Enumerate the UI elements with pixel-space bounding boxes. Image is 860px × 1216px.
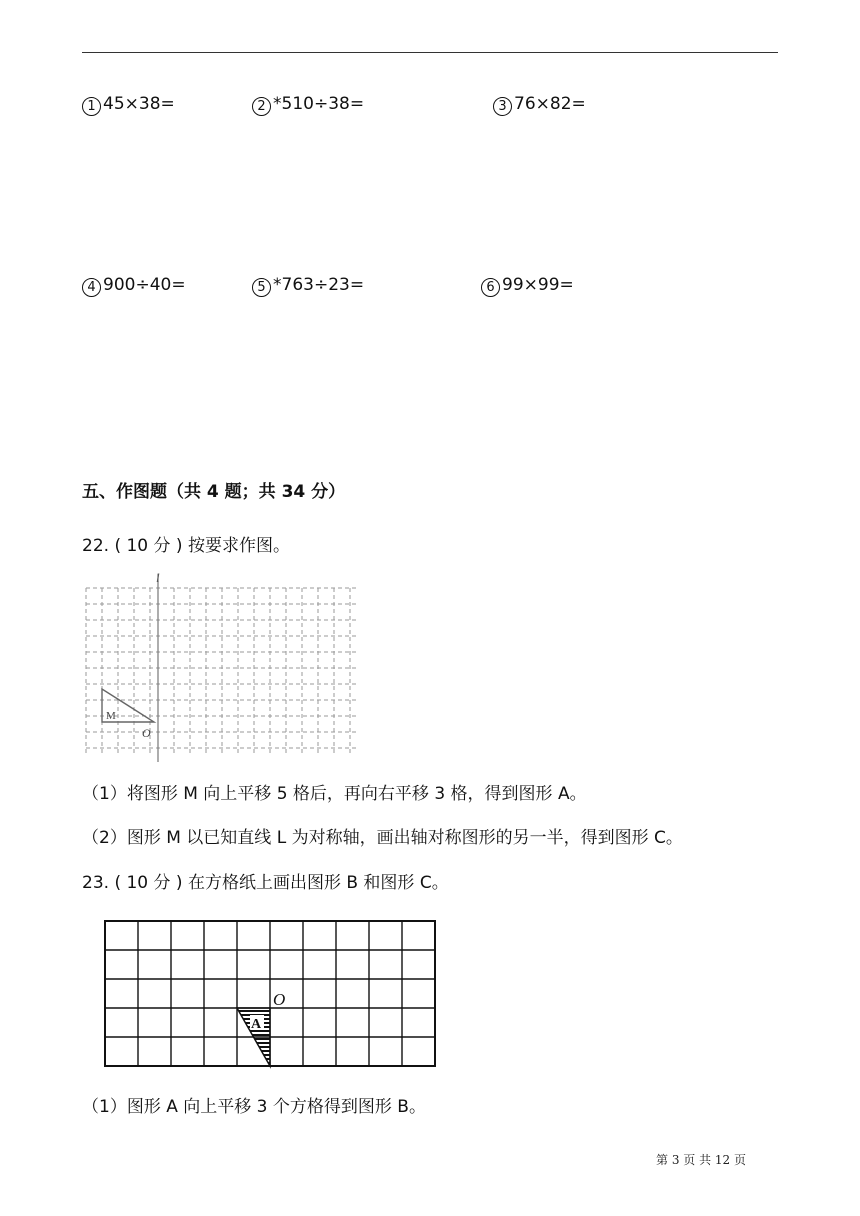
q22-grid-figure xyxy=(82,568,364,768)
problem-6 xyxy=(481,275,574,297)
problem-expr: *510÷38= xyxy=(273,94,365,114)
problem-expr: 900÷40= xyxy=(103,275,186,295)
problem-number: 3 xyxy=(493,97,512,116)
point-o-label: O xyxy=(273,990,286,1009)
problem-number: 5 xyxy=(252,278,271,297)
problem-1 xyxy=(82,94,175,116)
problem-number: 6 xyxy=(481,278,500,297)
problem-expr: 76×82= xyxy=(514,94,586,114)
problem-3 xyxy=(493,94,586,116)
problem-expr: *763÷23= xyxy=(273,275,365,295)
axis-label: l xyxy=(156,570,160,585)
triangle-a-label: A xyxy=(251,1017,262,1032)
q23-part1: （1）图形 A 向上平移 3 个方格得到图形 B。 xyxy=(82,1097,426,1117)
problem-5 xyxy=(252,275,364,297)
point-o-label: O xyxy=(142,726,151,740)
q22-part1: （1）将图形 M 向上平移 5 格后，再向右平移 3 格，得到图形 A。 xyxy=(82,784,587,804)
problem-number: 2 xyxy=(252,97,271,116)
q22-part2: （2）图形 M 以已知直线 L 为对称轴，画出轴对称图形的另一半，得到图形 C。 xyxy=(82,828,683,848)
q22-header: 22. ( 10 分 ) 按要求作图。 xyxy=(82,536,290,556)
problem-number: 4 xyxy=(82,278,101,297)
problem-expr: 99×99= xyxy=(502,275,574,295)
problem-number: 1 xyxy=(82,97,101,116)
problem-4 xyxy=(82,275,186,297)
problem-expr: 45×38= xyxy=(103,94,175,114)
problem-2 xyxy=(252,94,364,116)
dashed-grid xyxy=(86,588,358,756)
triangle-m-label: M xyxy=(106,710,116,722)
q23-header: 23. ( 10 分 ) 在方格纸上画出图形 B 和图形 C。 xyxy=(82,873,449,893)
q23-grid-figure xyxy=(100,914,442,1074)
header-rule xyxy=(82,52,778,53)
section-heading: 五、作图题（共 4 题；共 34 分） xyxy=(82,482,346,502)
page-footer: 第 3 页 共 12 页 xyxy=(656,1153,746,1167)
